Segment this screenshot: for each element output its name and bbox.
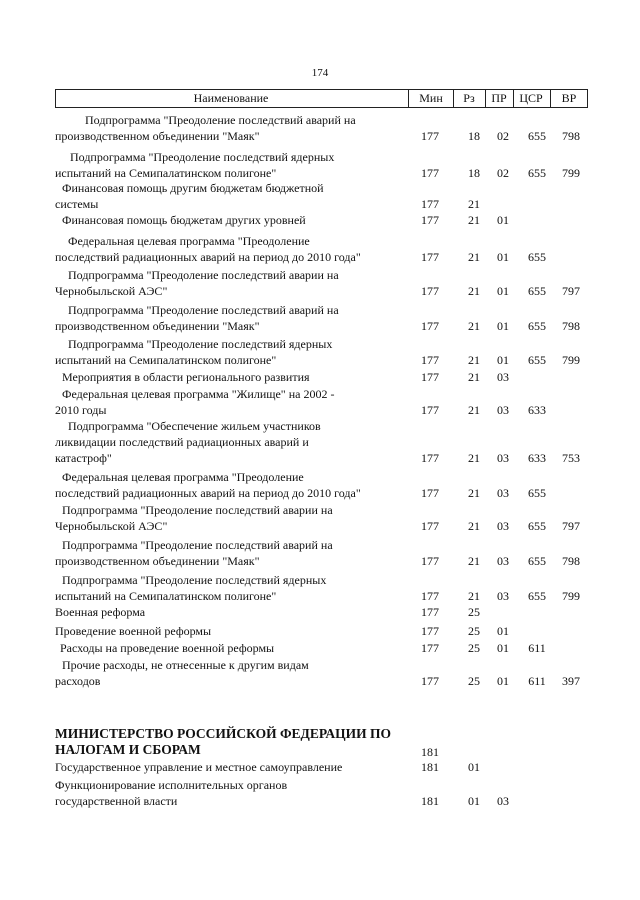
row-name-line: Прочие расходы, не отнесенные к другим видам	[62, 658, 309, 672]
row-name-line: 2010 годы	[55, 403, 107, 417]
cell-csr: 611	[528, 674, 546, 688]
cell-vr: 799	[562, 166, 580, 180]
row-name-line: системы	[55, 197, 99, 211]
cell-pr: 03	[497, 370, 509, 384]
cell-pr: 01	[497, 284, 509, 298]
cell-rz: 01	[468, 760, 480, 774]
cell-pr: 01	[497, 213, 509, 227]
cell-rz: 21	[468, 213, 480, 227]
cell-pr: 03	[497, 589, 509, 603]
cell-vr: 799	[562, 589, 580, 603]
cell-rz: 21	[468, 370, 480, 384]
cell-pr: 01	[497, 624, 509, 638]
cell-rz: 25	[468, 605, 480, 619]
cell-rz: 21	[468, 589, 480, 603]
cell-min: 177	[421, 624, 439, 638]
cell-min: 177	[421, 554, 439, 568]
row-name-line: Подпрограмма "Преодоление последствий ядерных	[68, 337, 333, 351]
cell-vr: 397	[562, 674, 580, 688]
row-name	[0, 572, 400, 604]
cell-rz: 21	[468, 519, 480, 533]
cell-rz: 21	[468, 451, 480, 465]
row-name-line: катастроф"	[55, 451, 112, 465]
cell-pr: 01	[497, 674, 509, 688]
row-name-line: Подпрограмма "Преодоление последствий аварий на	[68, 303, 339, 317]
row-name-line: Подпрограмма "Преодоление последствий аварии на	[68, 268, 339, 282]
cell-vr: 797	[562, 284, 580, 298]
row-name-line: Подпрограмма "Обеспечение жильем участников	[68, 419, 321, 433]
cell-csr: 655	[528, 589, 546, 603]
row-name-line: испытаний на Семипалатинском полигоне"	[55, 353, 277, 367]
row-name-line: последствий радиационных аварий на период до 2010 года"	[55, 250, 361, 264]
row-name-line: Мероприятия в области регионального развития	[62, 370, 310, 384]
row-name	[0, 149, 400, 181]
cell-min: 177	[421, 674, 439, 688]
row-name	[0, 112, 400, 144]
cell-pr: 01	[497, 353, 509, 367]
cell-csr: 655	[528, 353, 546, 367]
cell-vr: 798	[562, 129, 580, 143]
cell-rz: 21	[468, 353, 480, 367]
cell-pr: 03	[497, 519, 509, 533]
cell-vr: 797	[562, 519, 580, 533]
cell-min: 177	[421, 486, 439, 500]
cell-pr: 01	[497, 250, 509, 264]
row-name	[0, 302, 400, 334]
row-name-line: Финансовая помощь бюджетам других уровней	[62, 213, 306, 227]
cell-pr: 03	[497, 451, 509, 465]
cell-min: 177	[421, 213, 439, 227]
row-name-line: Финансовая помощь другим бюджетам бюджетной	[62, 181, 324, 195]
row-name-line: Чернобыльской АЭС"	[55, 284, 168, 298]
row-name-line: ликвидации последствий радиационных аварий и	[55, 435, 309, 449]
row-name-line: НАЛОГАМ И СБОРАМ	[55, 742, 201, 757]
header-min: Мин	[419, 91, 443, 105]
row-name-line: Подпрограмма "Преодоление последствий аварий на	[62, 538, 333, 552]
header-divider	[408, 90, 409, 107]
row-name	[0, 623, 400, 639]
row-name-line: Проведение военной реформы	[55, 624, 212, 638]
cell-vr: 798	[562, 554, 580, 568]
cell-rz: 21	[468, 284, 480, 298]
cell-csr: 655	[528, 319, 546, 333]
row-name	[0, 418, 400, 466]
cell-min: 181	[421, 745, 439, 759]
row-name-line: Военная реформа	[55, 605, 146, 619]
row-name	[0, 267, 400, 299]
row-name	[0, 502, 400, 534]
cell-csr: 655	[528, 554, 546, 568]
row-name-line: МИНИСТЕРСТВО РОССИЙСКОЙ ФЕДЕРАЦИИ ПО	[55, 726, 391, 741]
cell-rz: 25	[468, 641, 480, 655]
row-name-line: государственной власти	[55, 794, 178, 808]
cell-min: 177	[421, 353, 439, 367]
cell-csr: 655	[528, 129, 546, 143]
row-name-line: Функционирование исполнительных органов	[55, 778, 288, 792]
cell-min: 177	[421, 370, 439, 384]
row-name	[0, 657, 400, 689]
row-name	[0, 233, 400, 265]
cell-csr: 655	[528, 486, 546, 500]
cell-csr: 633	[528, 451, 546, 465]
cell-min: 177	[421, 589, 439, 603]
cell-csr: 611	[528, 641, 546, 655]
cell-rz: 21	[468, 197, 480, 211]
cell-min: 177	[421, 319, 439, 333]
page-number: 174	[311, 67, 329, 79]
row-name-line: расходов	[55, 674, 101, 688]
cell-min: 177	[421, 166, 439, 180]
table-header	[55, 89, 588, 108]
cell-rz: 25	[468, 624, 480, 638]
row-name-line: Федеральная целевая программа "Жилище" на 2002 -	[62, 387, 335, 401]
cell-rz: 18	[468, 166, 480, 180]
cell-min: 177	[421, 403, 439, 417]
cell-pr: 03	[497, 486, 509, 500]
header-vr: ВР	[561, 91, 577, 105]
row-name	[0, 759, 400, 775]
cell-min: 177	[421, 451, 439, 465]
cell-csr: 655	[528, 250, 546, 264]
row-name-line: Подпрограмма "Преодоление последствий аварий на	[85, 113, 356, 127]
row-name	[0, 386, 400, 418]
row-name-line: испытаний на Семипалатинском полигоне"	[55, 166, 277, 180]
row-name-line: испытаний на Семипалатинском полигоне"	[55, 589, 277, 603]
cell-min: 177	[421, 197, 439, 211]
row-name-line: производственном объединении "Маяк"	[55, 129, 260, 143]
cell-vr: 799	[562, 353, 580, 367]
cell-rz: 21	[468, 319, 480, 333]
cell-min: 181	[421, 760, 439, 774]
cell-pr: 01	[497, 641, 509, 655]
cell-pr: 02	[497, 166, 509, 180]
cell-min: 177	[421, 605, 439, 619]
cell-pr: 01	[497, 319, 509, 333]
cell-rz: 21	[468, 250, 480, 264]
cell-csr: 633	[528, 403, 546, 417]
header-rz: Рз	[463, 91, 475, 105]
cell-csr: 655	[528, 284, 546, 298]
cell-min: 177	[421, 284, 439, 298]
row-name-line: последствий радиационных аварий на период до 2010 года"	[55, 486, 361, 500]
row-name-line: Подпрограмма "Преодоление последствий аварии на	[62, 503, 333, 517]
cell-rz: 21	[468, 486, 480, 500]
row-name-line: производственном объединении "Маяк"	[55, 554, 260, 568]
row-name	[0, 212, 400, 228]
row-name	[0, 726, 400, 758]
row-name	[0, 336, 400, 368]
cell-pr: 03	[497, 403, 509, 417]
row-name-line: Федеральная целевая программа "Преодоление	[68, 234, 310, 248]
cell-min: 177	[421, 250, 439, 264]
cell-rz: 21	[468, 403, 480, 417]
header-name: Наименование	[193, 91, 269, 105]
row-name	[0, 604, 400, 620]
row-name-line: Государственное управление и местное самоуправление	[55, 760, 343, 774]
row-name-line: Федеральная целевая программа "Преодоление	[62, 470, 304, 484]
header-pr: ПР	[491, 91, 507, 105]
cell-pr: 02	[497, 129, 509, 143]
row-name	[0, 640, 400, 656]
row-name-line: Чернобыльской АЭС"	[55, 519, 168, 533]
row-name-line: Расходы на проведение военной реформы	[60, 641, 275, 655]
cell-rz: 21	[468, 554, 480, 568]
row-name	[0, 537, 400, 569]
row-name-line: Подпрограмма "Преодоление последствий ядерных	[70, 150, 335, 164]
row-name	[0, 469, 400, 501]
cell-rz: 01	[468, 794, 480, 808]
cell-min: 181	[421, 794, 439, 808]
cell-csr: 655	[528, 519, 546, 533]
cell-min: 177	[421, 519, 439, 533]
cell-rz: 18	[468, 129, 480, 143]
cell-vr: 798	[562, 319, 580, 333]
header-divider	[550, 90, 551, 107]
row-name	[0, 777, 400, 809]
row-name-line: Подпрограмма "Преодоление последствий ядерных	[62, 573, 327, 587]
cell-min: 177	[421, 641, 439, 655]
cell-min: 177	[421, 129, 439, 143]
row-name	[0, 180, 400, 212]
cell-pr: 03	[497, 794, 509, 808]
row-name-line: производственном объединении "Маяк"	[55, 319, 260, 333]
cell-pr: 03	[497, 554, 509, 568]
cell-rz: 25	[468, 674, 480, 688]
cell-csr: 655	[528, 166, 546, 180]
row-name	[0, 369, 400, 385]
cell-vr: 753	[562, 451, 580, 465]
header-csr: ЦСР	[519, 91, 543, 105]
